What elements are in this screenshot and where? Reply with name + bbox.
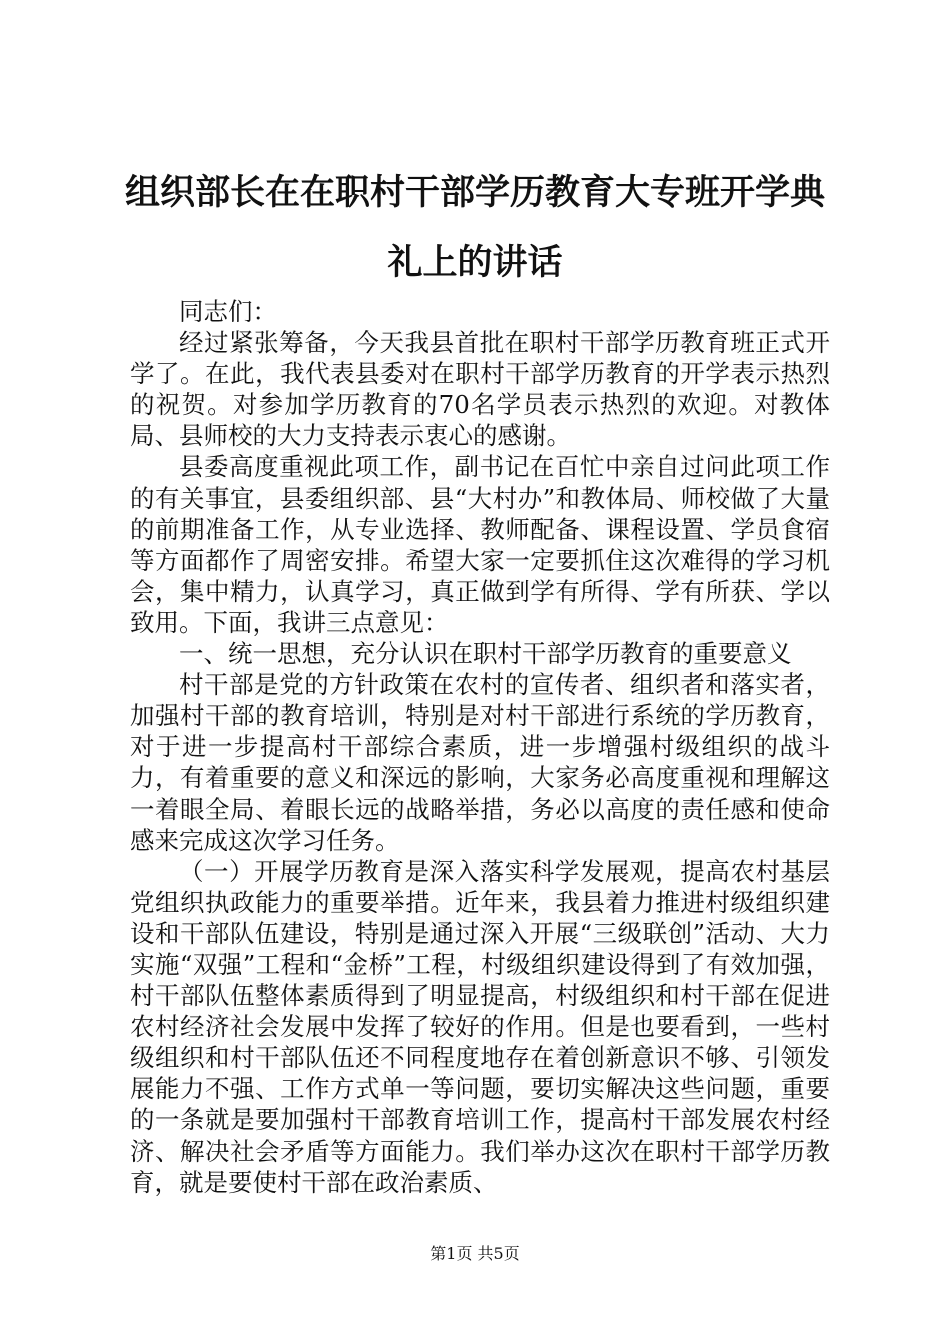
page-footer: 第1页 共5页 — [430, 1244, 520, 1263]
body-paragraph: 县委高度重视此项工作，副书记在百忙中亲自过问此项工作的有关事宜，县委组织部、县“大村办”和教体局、师校做了大量的前期准备工作，从专业选择、教师配备、课程设置、学员食宿等方面都作了周密安排。希望大家一定要抓住这次难得的学习机会，集中精力，认真学习，真正做到学有所得、学有所获、学以致用。下面，我讲三点意见： — [130, 452, 830, 637]
section-heading: 一、统一思想，充分认识在职村干部学历教育的重要意义 — [179, 639, 792, 669]
document-body — [130, 296, 830, 1198]
body-paragraph: 经过紧张筹备，今天我县首批在职村干部学历教育班正式开学了。在此，我代表县委对在职村干部学历教育的开学表示热烈的祝贺。对参加学历教育的70名学员表示热烈的欢迎。对教体局、县师校的大力支持表示衷心的感谢。 — [130, 328, 830, 451]
document-title: 组织部长在在职村干部学历教育大专班开学典礼上的讲话 — [124, 172, 825, 283]
body-paragraph: （一）开展学历教育是深入落实科学发展观，提高农村基层党组织执政能力的重要举措。近年来，我县着力推进村级组织建设和干部队伍建设，特别是通过深入开展“三级联创”活动、大力实施“双强”工程和“金桥”工程，村级组织建设得到了有效加强，村干部队伍整体素质得到了明显提高，村级组织和村干部在促进农村经济社会发展中发挥了较好的作用。但是也要看到，一些村级组织和村干部队伍还不同程度地存在着创新意识不够、引领发展能力不强、工作方式单一等问题，要切实解决这些问题，重要的一条就是要加强村干部教育培训工作，提高村干部发展农村经济、解决社会矛盾等方面能力。我们举办这次在职村干部学历教育，就是要使村干部在政治素质、 — [130, 856, 830, 1197]
body-paragraph: 村干部是党的方针政策在农村的宣传者、组织者和落实者，加强村干部的教育培训，特别是对村干部进行系统的学历教育，对于进一步提高村干部综合素质，进一步增强村级组织的战斗力，有着重要的意义和深远的影响，大家务必高度重视和理解这一着眼全局、着眼长远的战略举措，务必以高度的责任感和使命感来完成这次学习任务。 — [130, 670, 830, 855]
salutation: 同志们： — [179, 297, 277, 326]
